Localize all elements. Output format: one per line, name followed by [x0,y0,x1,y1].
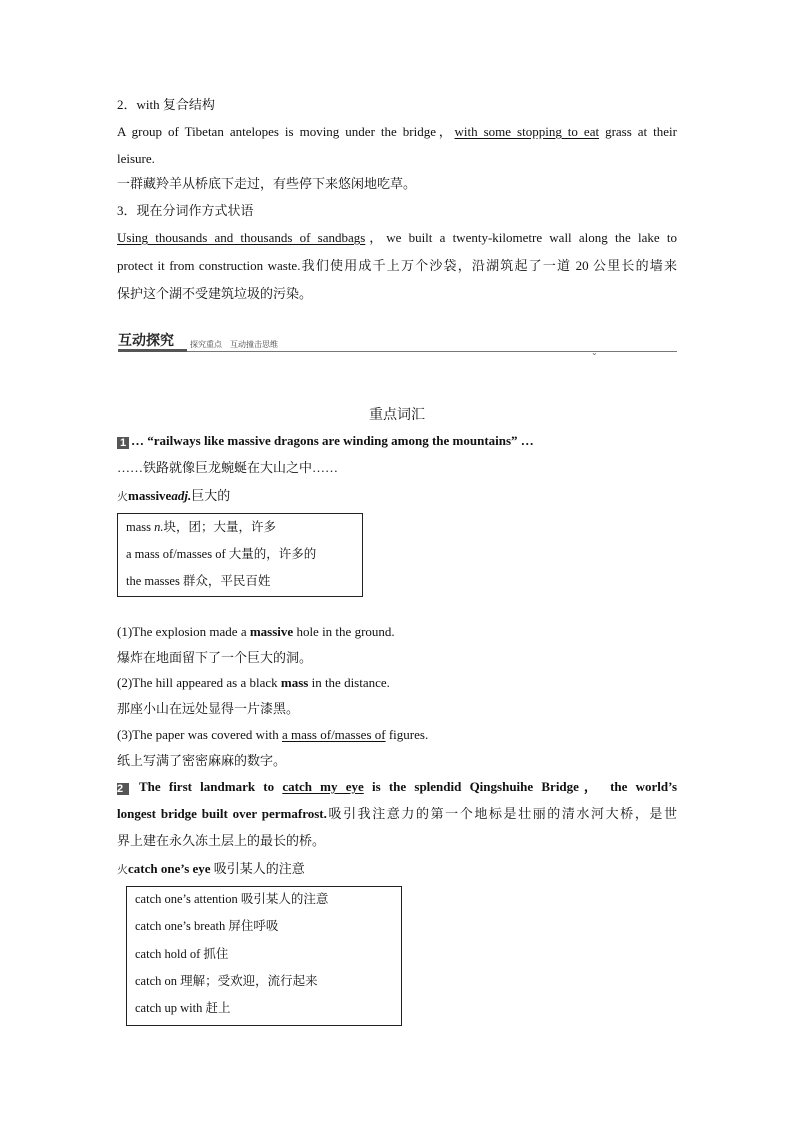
vocab2-entry [117,860,305,879]
vocab2-line2 [117,805,677,823]
vocab1-example2 [117,674,390,692]
example-text: (1)The explosion made a [117,624,250,639]
example-text: (2)The hill appeared as a black [117,675,281,690]
item2-en-underlined: with some stopping to eat [454,124,600,139]
related-item-pos: n. [154,520,164,534]
vocab2-line1 [117,778,677,796]
item2-title: 2．with 复合结构 [117,97,215,112]
vocab2-text: is the splendid Qingshuihe Bridge， the world’s [363,779,678,794]
example-text: hole in the ground. [293,624,395,639]
item3-chinese-line3: 保护这个湖不受建筑垃圾的污染。 [117,286,313,301]
example-keyword: mass [280,675,309,690]
vocab2-related-item: catch up with 赶上 [135,1001,231,1015]
vocab2-phrase-meaning: 吸引某人的注意 [210,861,305,876]
vocab1-related-box [117,513,363,597]
example-text: (3)The paper was covered with [117,727,282,742]
section-title: 互动探究 [118,333,174,349]
item2-en-post: grass at their [599,124,677,139]
example-keyword: massive [249,624,294,639]
item3-en-underlined: Using thousands and thousands of sandbags [117,230,366,245]
item3-english-line1 [117,229,677,247]
item3-en-post: ，we built a twenty-kilometre wall along the lake to [365,230,677,245]
vocab1-example2-chinese: 那座小山在远处显得一片漆黑。 [117,701,300,716]
vocab1-quote-chinese: ……铁路就像巨龙蜿蜒在大山之中…… [117,460,339,475]
vocab1-word: massive [128,488,172,503]
item3-title: 3．现在分词作方式状语 [117,203,254,218]
item2-english-line1 [117,123,677,141]
vocab2-related-box [126,886,402,1026]
item2-en-pre: A group of Tibetan antelopes is moving under the bridge， [117,124,455,139]
vocab2-line3: 界上建在永久冻土层上的最长的桥。 [117,833,326,848]
related-item-text: mass [126,520,155,534]
related-item-meaning: 块，团；大量，许多 [163,520,277,534]
vocab2-text: longest bridge built over permafrost. [117,806,327,821]
vocab1-related-item [126,517,276,535]
example-text: in the distance. [308,675,390,690]
vocab2-related-item: catch on 理解；受欢迎，流行起来 [135,974,318,988]
vocab1-entry [117,487,230,506]
section-title-bar [118,349,187,352]
vocab1-quote [117,432,534,450]
vocab1-number-badge: 1 [117,437,129,449]
vocab2-related-item: catch one’s attention 吸引某人的注意 [135,892,329,906]
vocab1-example1 [117,623,395,641]
example-underlined: a mass of/masses of [281,727,386,742]
example-text: figures. [385,727,429,742]
key-vocab-heading: 重点词汇 [369,408,425,423]
vocab1-example3 [117,726,428,744]
entry-marker-icon: ⽕ [117,863,128,876]
vocab1-example3-chinese: 纸上写满了密密麻麻的数字。 [117,753,287,768]
vocab2-phrase: catch one’s eye [128,861,211,876]
vocab1-meaning: 巨大的 [191,488,231,503]
vocab2-chinese: 吸引我注意力的第一个地标是壮丽的清水河大桥，是世 [326,806,677,821]
vocab2-related-item: catch hold of 抓住 [135,947,229,961]
vocab1-quote-text: … “railways like massive dragons are winding among the mountains” … [131,433,534,448]
item3-english-line2: protect it from construction waste.我们使用成千上万个沙袋，沿湖筑起了一道 20 公里长的墙来 [117,258,677,273]
divider-tick: ⌄ [591,348,598,357]
entry-marker-icon: ⽕ [117,490,128,503]
vocab2-number-badge: 2 [117,783,129,795]
item2-chinese: 一群藏羚羊从桥底下走过，有些停下来悠闲地吃草。 [117,176,417,191]
item2-english-line2: leisure. [117,151,155,166]
section-subtitle: 探究重点 互动撞击思维 [190,340,278,349]
vocab1-related-item: the masses 群众，平民百姓 [126,574,271,588]
vocab2-related-item: catch one’s breath 屏住呼吸 [135,919,279,933]
vocab1-related-item: a mass of/masses of 大量的，许多的 [126,547,317,561]
vocab1-example1-chinese: 爆炸在地面留下了一个巨大的洞。 [117,650,313,665]
vocab1-pos: adj. [171,488,192,503]
vocab2-text: The first landmark to [131,779,283,794]
section-divider [187,351,677,352]
vocab2-underlined: catch my eye [282,779,364,794]
